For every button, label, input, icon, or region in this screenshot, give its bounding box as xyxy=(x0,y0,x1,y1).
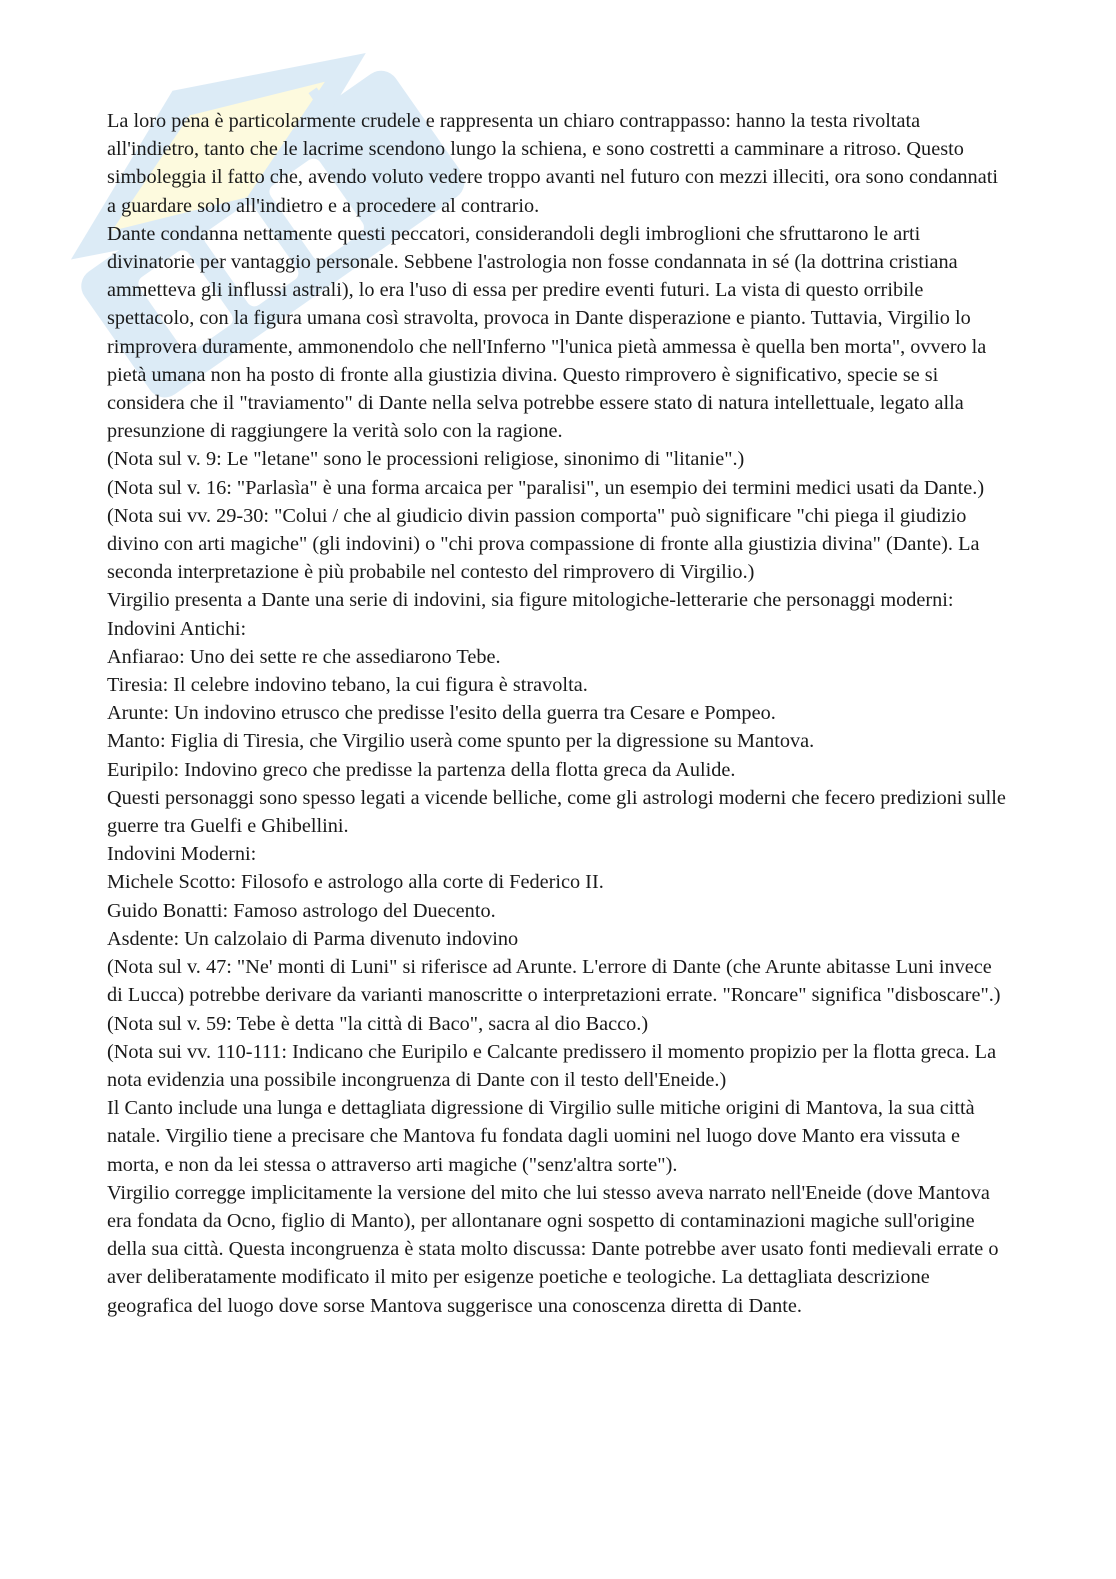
paragraph: Virgilio corregge implicitamente la versione del mito che lui stesso aveva narrato nell'Eneide (dove Mantova era fondata da Ocno, figlio di Manto), per allontanare ogni sospetto di contaminazioni magiche sull'origine della sua città. Questa incongruenza è stata molto discussa: Dante potrebbe aver usato fonti medievali errate o aver deliberatamente modificato il mito per esigenze poetiche e teologiche. La dettagliata descrizione geografica del luogo dove sorse Mantova suggerisce una conoscenza diretta di Dante. xyxy=(107,1181,999,1317)
list-item: Tiresia: Il celebre indovino tebano, la cui figura è stravolta. xyxy=(107,674,588,697)
paragraph: Virgilio presenta a Dante una serie di indovini, sia figure mitologiche-letterarie che personaggi moderni: xyxy=(107,589,954,612)
note-paragraph: (Nota sui vv. 29-30: "Colui / che al giudicio divin passion comporta" può significare "chi piega il giudizio divino con arti magiche" (gli indovini) o "chi prova compassione di fronte alla giustizia divina" (Dante). La seconda interpretazione è più probabile nel contesto del rimprovero di Virgilio.) xyxy=(107,504,980,584)
note-paragraph: (Nota sul v. 9: Le "letane" sono le processioni religiose, sinonimo di "litanie".) xyxy=(107,448,745,471)
list-item: Euripilo: Indovino greco che predisse la partenza della flotta greca da Aulide. xyxy=(107,758,736,781)
list-item: Manto: Figlia di Tiresia, che Virgilio userà come spunto per la digressione su Mantova. xyxy=(107,730,815,753)
note-paragraph: (Nota sul v. 59: Tebe è detta "la città di Baco", sacra al dio Bacco.) xyxy=(107,1012,649,1035)
paragraph: Il Canto include una lunga e dettagliata digressione di Virgilio sulle mitiche origini di Mantova, la sua città natale. Virgilio tiene a precisare che Mantova fu fondata dagli uomini nel luogo dove Manto era vissuta e morta, e non da lei stessa o attraverso arti magiche ("senz'altra sorte"). xyxy=(107,1097,975,1176)
section-heading: Indovini Antichi: xyxy=(107,617,247,640)
list-item: Guido Bonatti: Famoso astrologo del Duecento. xyxy=(107,899,496,922)
paragraph: Dante condanna nettamente questi peccatori, considerandoli degli imbroglioni che sfruttarono le arti divinatorie per vantaggio personale. Sebbene l'astrologia non fosse condannata in sé (la dottrina cristiana ammetteva gli influssi astrali), lo era l'uso di essa per predire eventi futuri. La vista di questo orribile spettacolo, con la figura umana così stravolta, provoca in Dante disperazione e pianto. Tuttavia, Virgilio lo rimprovera duramente, ammonendolo che nell'Inferno "l'unica pietà ammessa è quella ben morta", ovvero la pietà umana non ha posto di fronte alla giustizia divina. Questo rimprovero è significativo, specie se si considera che il "traviamento" di Dante nella selva potrebbe essere stato di natura intellettuale, legato alla presunzione di raggiungere la verità solo con la ragione. xyxy=(107,222,987,443)
note-paragraph: (Nota sul v. 47: "Ne' monti di Luni" si riferisce ad Arunte. L'errore di Dante (che Arunte abitasse Luni invece di Lucca) potrebbe derivare da varianti manoscritte o interpretazioni errate. "Roncare" significa "disboscare".) xyxy=(107,956,1001,1007)
list-item: Arunte: Un indovino etrusco che predisse l'esito della guerra tra Cesare e Pompeo. xyxy=(107,702,776,725)
paragraph: Questi personaggi sono spesso legati a vicende belliche, come gli astrologi moderni che fecero predizioni sulle guerre tra Guelfi e Ghibellini. xyxy=(107,786,1006,838)
note-paragraph: (Nota sui vv. 110-111: Indicano che Euripilo e Calcante predissero il momento propizio per la flotta greca. La nota evidenzia una possibile incongruenza di Dante con il testo dell'Eneide.) xyxy=(107,1040,997,1091)
paragraph: La loro pena è particolarmente crudele e rappresenta un chiaro contrappasso: hanno la testa rivoltata all'indietro, tanto che le lacrime scendono lungo la schiena, e sono costretti a camminare a ritroso. Questo simboleggia il fatto che, avendo voluto vedere troppo avanti nel futuro con mezzi illeciti, ora sono condannati a guardare solo all'indietro e a procedere al contrario. xyxy=(107,110,998,217)
note-paragraph: (Nota sul v. 16: "Parlasìa" è una forma arcaica per "paralisi", un esempio dei termini medici usati da Dante.) xyxy=(107,476,985,499)
list-item: Michele Scotto: Filosofo e astrologo alla corte di Federico II. xyxy=(107,871,604,894)
section-heading: Indovini Moderni: xyxy=(107,843,257,866)
document-body xyxy=(107,107,1012,1320)
list-item: Anfiarao: Uno dei sette re che assediarono Tebe. xyxy=(107,645,501,668)
list-item: Asdente: Un calzolaio di Parma divenuto indovino xyxy=(107,927,519,950)
